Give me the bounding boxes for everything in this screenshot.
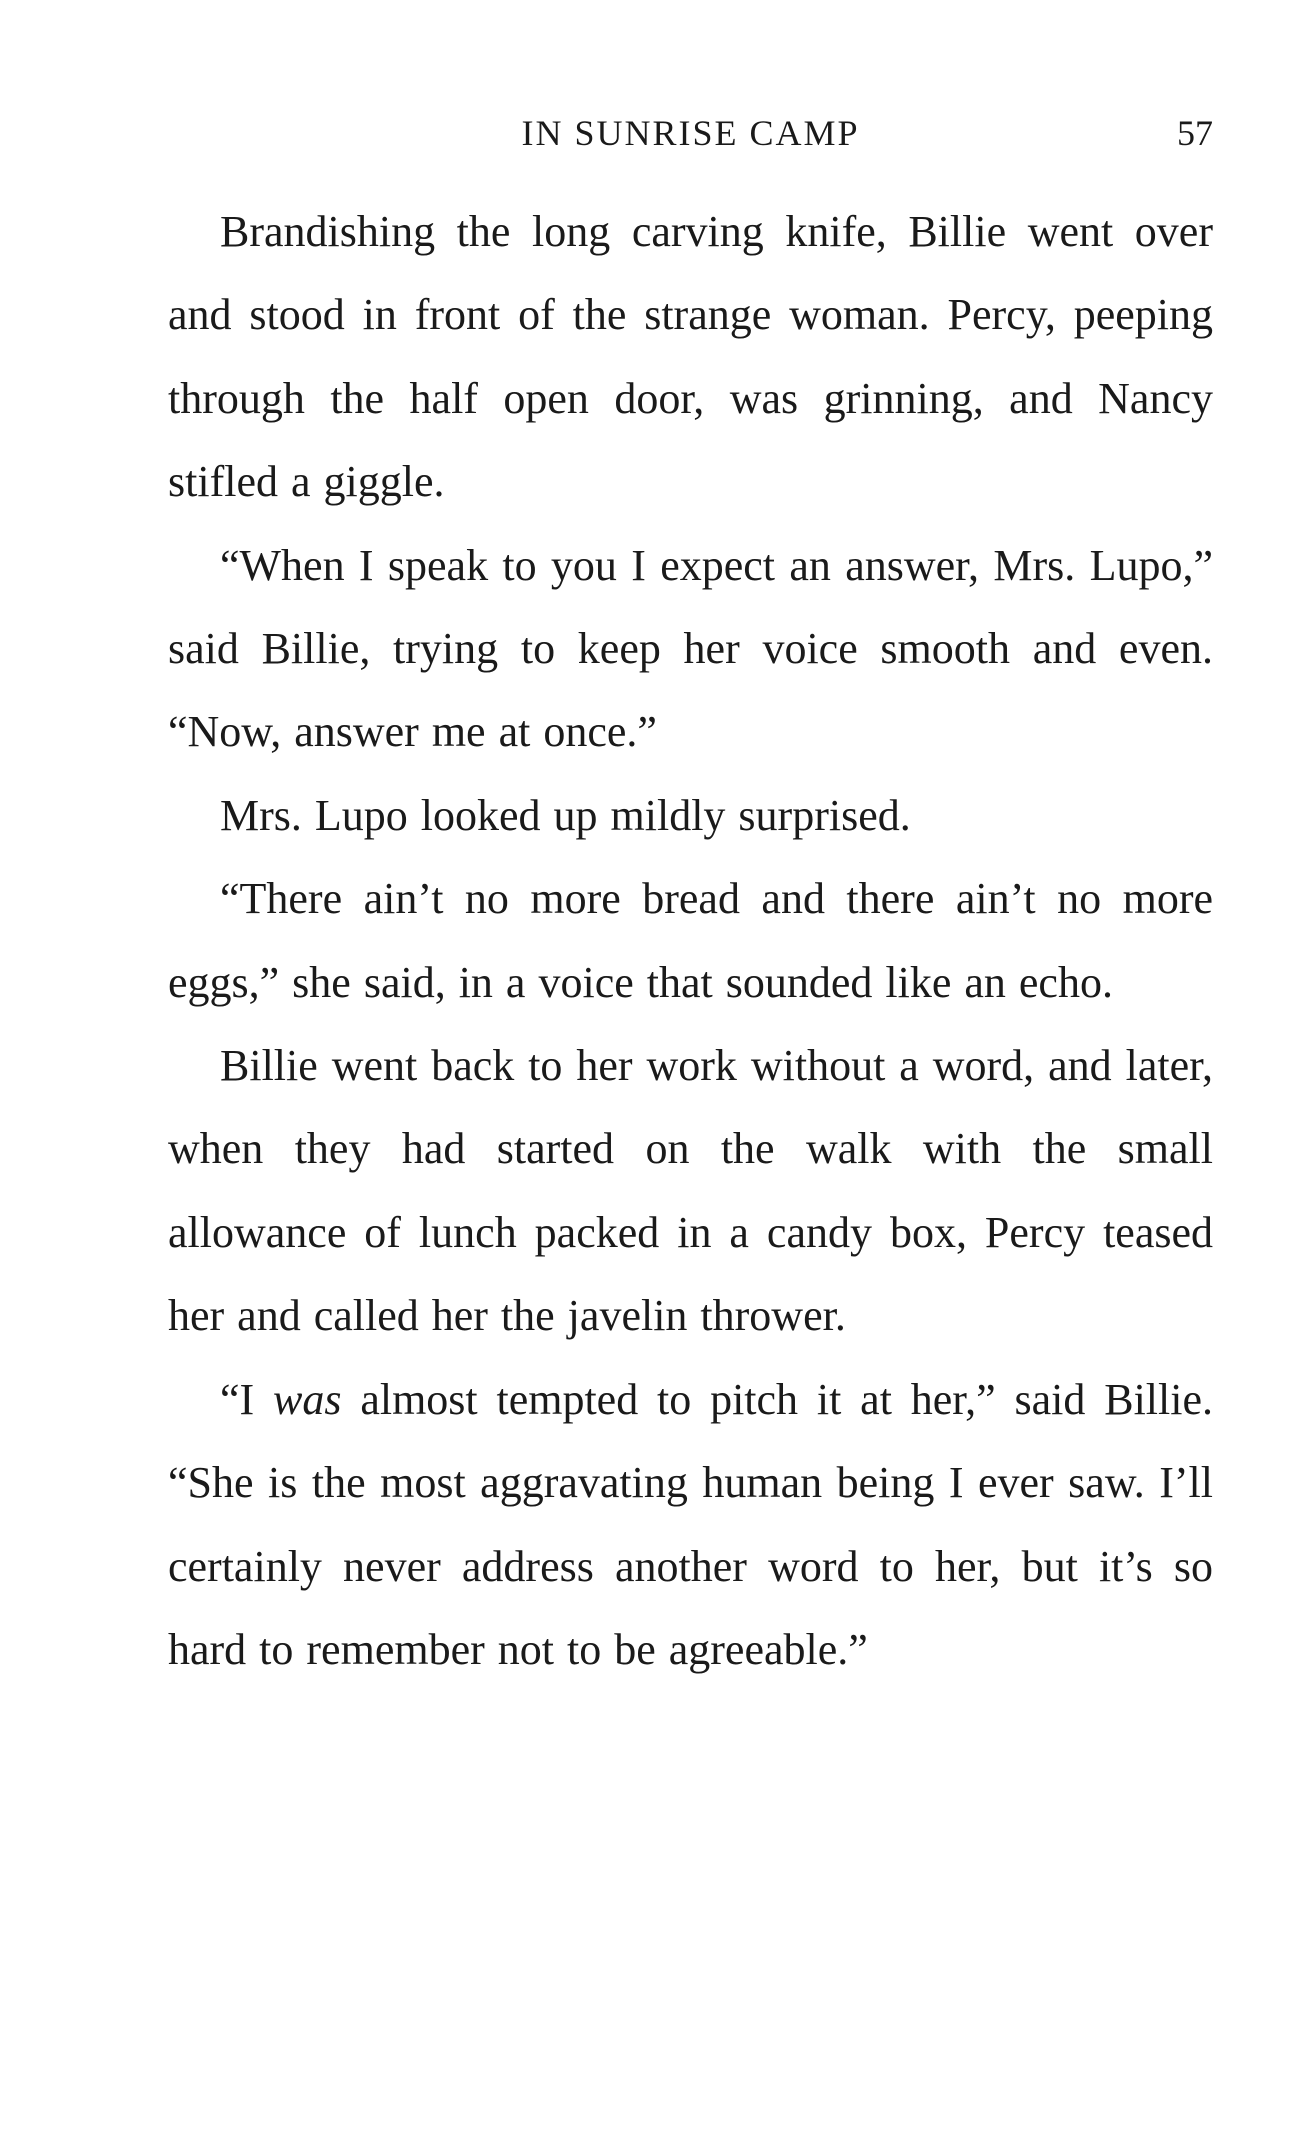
- paragraph-text: “I: [220, 1374, 274, 1424]
- running-head: [168, 112, 1213, 162]
- paragraph: Brandishing the long carving knife, Billie went over and stood in front of the strange woman. Percy, peeping through the half open door, was grinning, and Nancy stifled a giggle.: [168, 207, 1213, 507]
- paragraph: Mrs. Lupo looked up mildly surprised.: [220, 790, 911, 840]
- paragraph: [168, 1358, 1213, 1692]
- emphasis-text: was: [273, 1374, 342, 1424]
- running-title: IN SUNRISE CAMP: [521, 113, 860, 153]
- paragraph: “When I speak to you I expect an answer, Mrs. Lupo,” said Billie, trying to keep her voice smooth and even. “Now, answer me at once.”: [168, 540, 1213, 757]
- page-number: 57: [1177, 113, 1213, 153]
- paragraph-text: almost tempted to pitch it at her,” said Billie. “She is the most aggravating human being I ever saw. I’ll certainly never address another word to her, but it’s so hard to remember not to be agreeable.”: [168, 1374, 1213, 1674]
- body-text: [168, 190, 1213, 1691]
- paragraph: Billie went back to her work without a word, and later, when they had started on the walk with the small allowance of lunch packed in a candy box, Percy teased her and called her the javelin thrower.: [168, 1041, 1213, 1341]
- paragraph: “There ain’t no more bread and there ain’t no more eggs,” she said, in a voice that sounded like an echo.: [168, 874, 1213, 1007]
